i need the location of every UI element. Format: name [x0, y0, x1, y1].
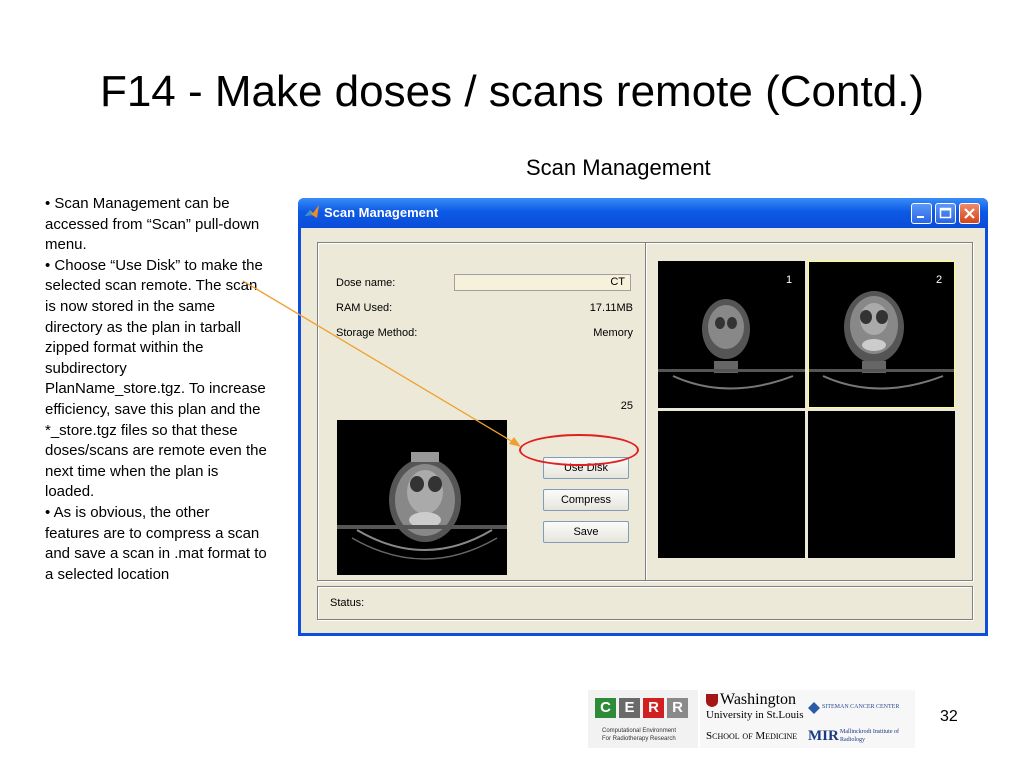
ram-used-value: 17.11MB — [589, 302, 633, 314]
siteman-text: SITEMAN CANCER CENTER — [822, 704, 900, 710]
thumbnail-number: 1 — [786, 274, 793, 286]
footer-logos — [588, 690, 915, 750]
institution-logos — [700, 690, 915, 748]
washington-subtitle: University in St.Louis — [706, 709, 804, 721]
page-number: 32 — [940, 708, 958, 725]
university-shield-icon — [706, 694, 718, 707]
cerr-logo — [588, 690, 698, 748]
cerr-caption: Computational Environment — [602, 728, 677, 734]
slide-subtitle: Scan Management — [526, 155, 711, 180]
ram-used-label: RAM Used: — [336, 302, 393, 314]
dose-name-field[interactable]: CT — [454, 274, 631, 291]
storage-method-label: Storage Method: — [336, 327, 418, 339]
cerr-caption: For Radiotherapy Research — [602, 736, 676, 742]
window-title: Scan Management — [324, 205, 439, 220]
mir-logo: MIR — [808, 728, 839, 744]
status-label: Status: — [330, 597, 365, 609]
bullet-item: • Scan Management can be accessed from “Scan” pull-down menu. — [45, 195, 260, 254]
school-of-medicine: School of Medicine — [706, 730, 798, 742]
slide-title: F14 - Make doses / scans remote (Contd.) — [99, 67, 925, 116]
slice-count-value: 25 — [620, 400, 633, 412]
mir-caption: Mallinckrodt Institute of Radiology — [840, 729, 899, 743]
compress-button[interactable]: Compress — [543, 489, 629, 511]
storage-method-value: Memory — [593, 327, 633, 339]
use-disk-button[interactable]: Use Disk — [543, 457, 629, 479]
save-button[interactable]: Save — [543, 521, 629, 543]
cerr-letter: C — [595, 698, 616, 718]
dose-name-label: Dose name: — [336, 277, 396, 289]
siteman-diamond-icon — [808, 702, 820, 714]
bullet-item: • As is obvious, the other features are to compress a scan and save a scan in .mat format to a selected location — [45, 503, 267, 583]
thumbnail-number: 2 — [936, 274, 943, 286]
cerr-letter: R — [667, 698, 688, 718]
cerr-letter: R — [643, 698, 664, 718]
bullet-item: • Choose “Use Disk” to make the selected scan remote. The scan is now stored in the same directory as the plan in tarball zipped format within the subdirectory PlanName_store.tgz. To increase efficiency, save this plan and the *_store.tgz files so that these doses/scans are remote even the next time when the plan is loaded. — [45, 256, 267, 501]
cerr-letter: E — [619, 698, 640, 718]
washington-wordmark: Washington — [720, 691, 797, 708]
